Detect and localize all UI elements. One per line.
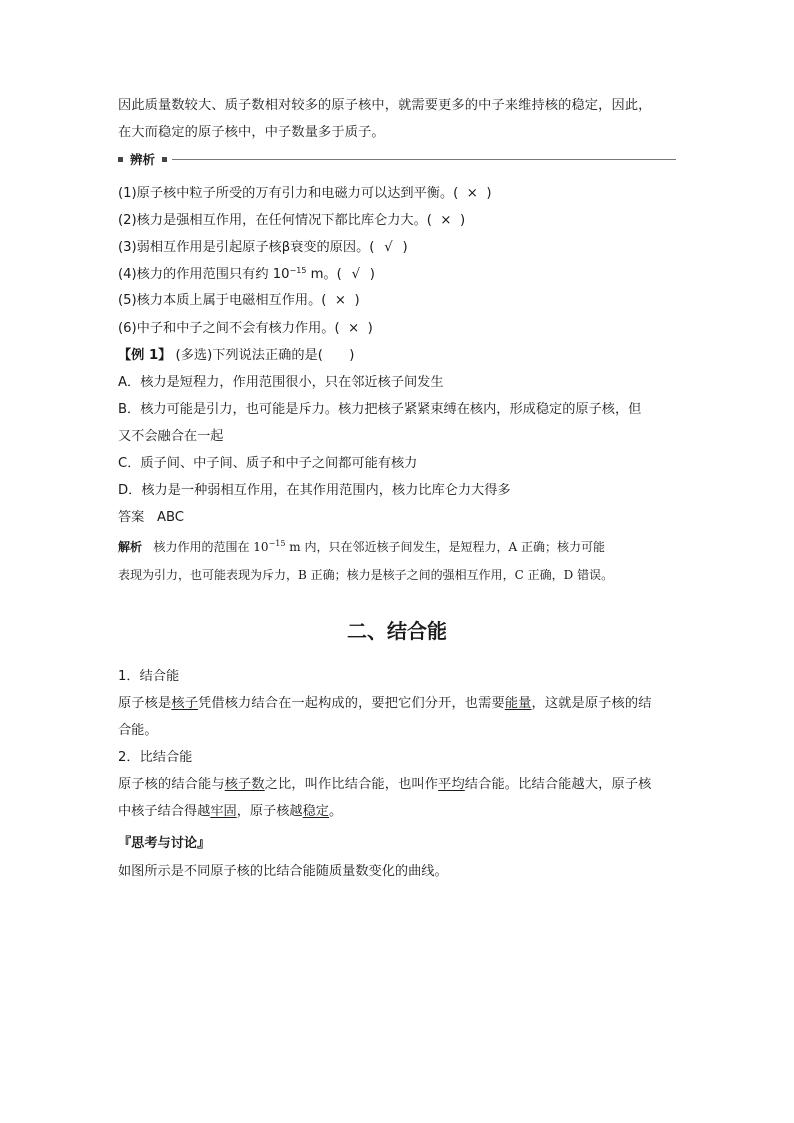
judgment-item-5: (5)核力本质上属于电磁相互作用。( × )	[118, 293, 360, 308]
option-c: C．质子间、中子间、质子和中子之间都可能有核力	[118, 456, 418, 471]
item-1-title: 1．结合能	[118, 669, 180, 684]
square-bullet-icon	[118, 157, 123, 162]
analysis-line-1: 解析 核力作用的范围在 $10^{-15}$ m 内，只在邻近核子间发生，是短程力，A 正确；核力可能	[118, 539, 605, 554]
analysis-label: 解析	[118, 540, 143, 554]
blank-answer: 核子数	[224, 777, 265, 792]
intro-line-1: 因此质量数较大、质子数相对较多的原子核中，就需要更多的中子来维持核的稳定，因此，	[118, 98, 652, 113]
bianxi-label: 辨析	[130, 152, 156, 167]
judgment-item-2: (2)核力是强相互作用，在任何情况下都比库仑力大。( × )	[118, 213, 466, 228]
item-2-text-line-2: 中核子结合得越牢固，原子核越稳定。	[118, 804, 343, 819]
judgment-item-3: (3)弱相互作用是引起原子核β衰变的原因。( √ )	[118, 240, 408, 255]
item-2-text-line-1: 原子核的结合能与核子数之比，叫作比结合能，也叫作平均结合能。比结合能越大，原子核	[118, 777, 652, 792]
item-2-title: 2．比结合能	[118, 750, 193, 765]
example-tag: 【例 1】	[118, 348, 172, 363]
think-title: 『思考与讨论』	[118, 836, 211, 851]
section-title: 二、结合能	[347, 619, 447, 643]
judgment-item-4: (4)核力的作用范围只有约 $10^{-15}$ m。( √ )	[118, 266, 375, 282]
example-question: 【例 1】 (多选)下列说法正确的是( )	[118, 348, 355, 363]
item-1-text-line-1: 原子核是核子凭借核力结合在一起构成的，要把它们分开，也需要能量，这就是原子核的结	[118, 696, 652, 711]
option-b-line-1: B．核力可能是引力，也可能是斥力。核力把核子紧紧束缚在核内，形成稳定的原子核，但	[118, 402, 642, 417]
judgment-mark: √	[384, 240, 393, 255]
think-text: 如图所示是不同原子核的比结合能随质量数变化的曲线。	[118, 864, 448, 879]
answer-value: ABC	[156, 510, 184, 525]
option-b-line-2: 又不会融合在一起	[118, 429, 224, 444]
blank-answer: 平均	[438, 777, 465, 792]
bianxi-header	[118, 152, 676, 168]
judgment-mark: ×	[466, 186, 478, 201]
blank-answer: 牢固	[210, 804, 237, 819]
blank-answer: 稳定	[302, 804, 329, 819]
square-bullet-icon	[162, 157, 167, 162]
answer-row	[118, 509, 184, 527]
option-a: A．核力是短程力，作用范围很小，只在邻近核子间发生	[118, 375, 444, 390]
answer-label: 答案	[118, 510, 145, 525]
judgment-mark: ×	[348, 321, 360, 336]
blank-answer: 能量	[504, 696, 532, 711]
divider	[172, 159, 676, 160]
option-d: D．核力是一种弱相互作用，在其作用范围内，核力比库仑力大得多	[118, 483, 511, 498]
judgment-mark: √	[351, 267, 360, 282]
analysis-line-2: 表现为引力，也可能表现为斥力，B 正确；核力是核子之间的强相互作用，C 正确，D 错误。	[118, 568, 614, 582]
intro-line-2: 在大而稳定的原子核中，中子数量多于质子。	[118, 125, 385, 140]
judgment-item-1: (1)原子核中粒子所受的万有引力和电磁力可以达到平衡。( × )	[118, 186, 492, 201]
judgment-mark: ×	[440, 213, 452, 228]
judgment-mark: ×	[334, 293, 346, 308]
judgment-item-6: (6)中子和中子之间不会有核力作用。( × )	[118, 321, 373, 336]
blank-answer: 核子	[171, 696, 199, 711]
item-1-text-line-2: 合能。	[118, 723, 158, 738]
